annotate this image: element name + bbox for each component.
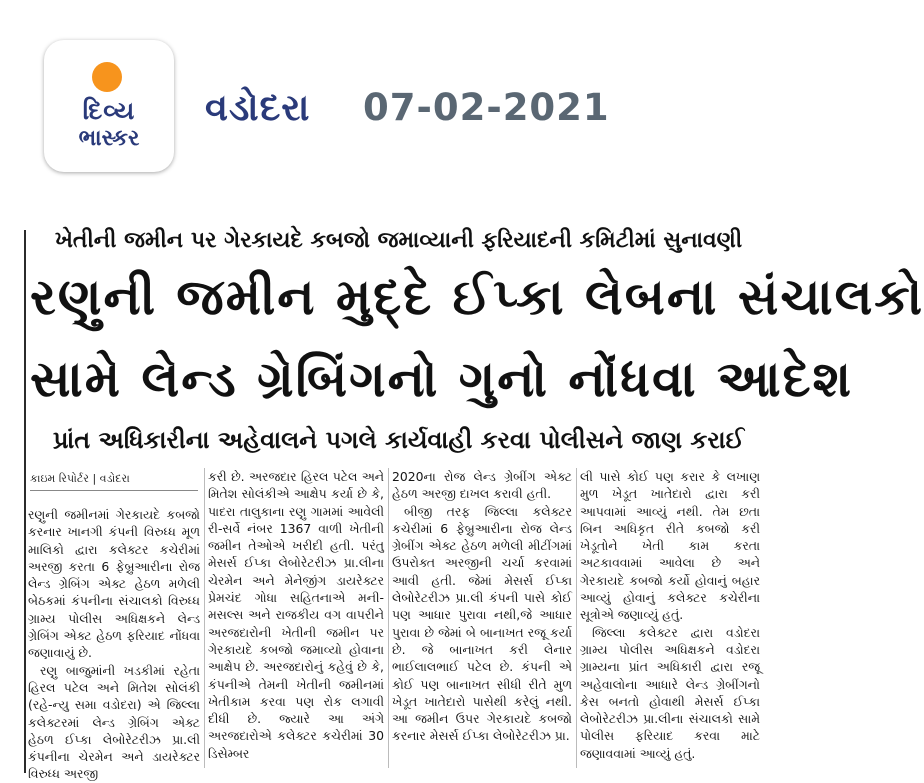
margin-rule [24, 230, 26, 773]
byline-rule [30, 490, 198, 491]
edition-date: 07-02-2021 [363, 86, 610, 129]
column-separator [204, 468, 205, 768]
headline-line-1: રણુની જમીન મુદ્દે ઈપ્કા લેબના સંચાલકો [30, 268, 924, 326]
sun-icon [92, 62, 122, 92]
paragraph: કરી છે. અરજદાર હિરલ પટેલ અને મિતેશ સોલંકીએ આક્ષેપ કર્યા છે કે, પાદરા તાલુકાના રણુ ગામમાં આવેલી રી-સર્વે નંબર 1367 વાળી ખેતીની જમીન તેઓએ ખરીદી હતી. પરંતુ મેસર્સ ઈપ્કા લેબોરેટરીઝ પ્રા.લીના ચેરમેન અને મેનેજીંગ ડાયરેક્ટર પ્રેમચંદ ગોધા સહિતનાએ મની-મસલ્સ અને રાજકીય વગ વાપરીને અરજદારોની ખેતીની જમીન પર ગેરકાયદે કબજો જમાવ્યો હોવાના આક્ષેપ છે. અરજદારોનું કહેવું છે કે, કંપનીએ તેમની ખેતીની જમીનમાં ખેતીકામ કરવા પણ રોક લગાવી દીધી છે. જ્યારે આ અંગે અરજદારોએ કલેક્ટર કચેરીમાં 30 ડિસેમ્બર [208, 469, 384, 761]
news-clipping [10, 210, 924, 782]
byline: કાઇમ રિપોર્ટર | વડોદરા [30, 472, 130, 485]
paragraph: રણુની જમીનમાં ગેરકાયદે કબજો કરનાર ખાનગી કંપની વિરુધ્ધ મૂળ માલિકો દ્વારા કલેક્ટર કચેરીમાં અરજી કરતા 6 ફેબ્રુઆરીના રોજ લેન્ડ ગ્રેબિંગ એક્ટ હેઠળ મળેલી બેઠકમાં કંપનીના સંચાલકો વિરુધ્ધ ગ્રામ્ય પોલીસ અધિક્ષકને લેન્ડ ગ્રેબિંગ એક્ટ હેઠળ ફરિયાદ નોંધવા જણાવાયું છે. [28, 507, 200, 661]
article-column-2 [208, 468, 384, 762]
paragraph: લી પાસે કોઈ પણ કરાર કે લખાણ મુળ ખેડૂત ખાતેદારો દ્વારા કરી આપવામાં આવ્યું નથી. તેમ છતા બિન અધિકૃત રીતે કબજો કરી ખેડૂતોને ખેતી કામ કરતા અટકાવવામાં આવેલા છે અને ગેરકાયદે કબજો કર્યો હોવાનું બહાર આવ્યું હોવાનું કલેક્ટર કચેરીના સૂત્રોએ જણાવ્યું હતું. [580, 469, 760, 623]
column-separator [388, 468, 389, 768]
headline-line-2: સામે લેન્ડ ગ્રેબિંગનો ગુનો નોંધવા આદેશ [30, 350, 854, 408]
paragraph: જિલ્લા કલેક્ટર દ્વારા વડોદરા ગ્રામ્ય પોલીસ અધિક્ષકને વડોદરા ગ્રામ્યના પ્રાંત અધિકારી દ્વારા રજૂ અહેવાલોના આધારે લેન્ડ ગ્રેબીંગનો કેસ બનતો હોવાથી મેસર્સ ઈપ્કા લેબોરેટરીઝ પ્રા.લીના સંચાલકો સામે પોલીસ ફરિયાદ કરવા માટે જણાવવામાં આવ્યું હતું. [580, 624, 760, 761]
article-column-4 [580, 468, 760, 762]
deck: પ્રાંત અધિકારીના અહેવાલને પગલે કાર્યવાહી કરવા પોલીસને જાણ કરાઈ [52, 426, 745, 454]
edition-city: વડોદરા [205, 86, 311, 129]
article-column-3 [392, 468, 572, 745]
paragraph: રણુ બાજુમાંની ખડકીમાં રહેતા હિરલ પટેલ અને મિતેશ સોલંકી (રહે-ન્યુ સમા વડોદરા) એ જિલ્લા કલેક્ટરમાં લેન્ડ ગ્રેબિંગ એક્ટ હેઠળ ઈપ્કા લેબોરેટરીઝ પ્રા.લી કંપનીના ચેરમેન અને ડાયરેક્ટર વિરુધ્ધ અરજી [28, 662, 200, 782]
paragraph: 2020ના રોજ લેન્ડ ગ્રેબીંગ એક્ટ હેઠળ અરજી દાખલ કરાવી હતી. [392, 469, 572, 502]
column-separator [576, 468, 577, 768]
newspaper-logo [44, 40, 174, 172]
kicker: ખેતીની જમીન પર ગેરકાયદે કબજો જમાવ્યાની ફરિયાદની કમિટીમાં સુનાવણી [54, 228, 743, 253]
article-column-1 [28, 506, 200, 783]
logo-text-line1: દિવ્ય [82, 96, 136, 125]
logo-text-line2: ભાસ્કર [78, 126, 140, 151]
paragraph: બીજી તરફ જિલ્લા કલેક્ટર કચેરીમાં 6 ફેબ્રુઆરીના રોજ લેન્ડ ગ્રેબીંગ એક્ટ હેઠળ મળેલી મીટીંગમાં ઉપરોક્ત અરજીની ચર્ચા કરવામાં આવી હતી. જેમાં મેસર્સ ઈપ્કા લેબોરેટરીઝ પ્રા.લી કંપની પાસે કોઈ પણ આધાર પુરાવા નથી,જે આધાર પુરાવા છે જેમાં બે બાનાખત રજૂ કર્યા છે. જે બાનાખત કરી લેનાર ભાઈલાલભાઈ પટેલ છે. કંપની એ કોઈ પણ બાનાખત સીધી રીતે મુળ ખેડૂત ખાતેદારો પાસેથી કરેલું નથી. આ જમીન ઉપર ગેરકાયદે કબજો કરનાર મેસર્સ ઈપ્કા લેબોરેટરીઝ પ્રા. [392, 503, 572, 744]
